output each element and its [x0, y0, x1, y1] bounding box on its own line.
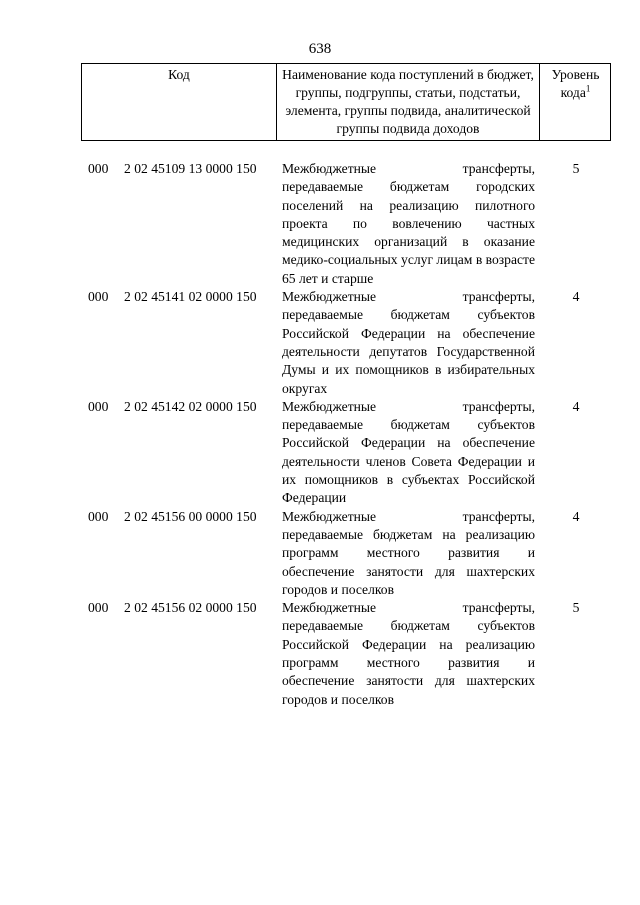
header-level-footnote: 1 [585, 83, 591, 94]
row-admin-code: 000 [88, 289, 109, 305]
row-admin-code: 000 [88, 398, 109, 414]
row-admin-code: 000 [88, 508, 109, 524]
header-level-label: Уровень кода [551, 67, 600, 100]
table-row [0, 398, 640, 508]
header-code [82, 64, 277, 140]
table-row [0, 599, 640, 709]
row-income-name: Межбюджетные трансферты, передаваемые бюджетам на реализацию программ местного развития и обеспечение занятости для шахтерских городов и поселков [282, 508, 535, 597]
header-level [540, 64, 611, 140]
table-row [0, 288, 640, 398]
row-income-name: Межбюджетные трансферты, передаваемые бюджетам субъектов Российской Федерации на реализацию программ местного развития и обеспечение занятости для шахтерских городов и поселков [282, 600, 535, 707]
row-level: 4 [572, 398, 580, 414]
header-code-label: Код [168, 67, 190, 82]
row-income-name: Межбюджетные трансферты, передаваемые бюджетам субъектов Российской Федерации на обеспечение деятельности членов Совета Федерации и их помощников в субъектах Российской Федерации [282, 398, 535, 506]
row-admin-code: 000 [88, 161, 109, 176]
row-level: 4 [572, 508, 580, 524]
row-income-code: 2 02 45141 02 0000 150 [124, 289, 257, 305]
row-income-code: 2 02 45156 00 0000 150 [124, 508, 257, 524]
table-row [0, 508, 640, 599]
row-level: 4 [572, 289, 580, 305]
row-income-code: 2 02 45142 02 0000 150 [124, 398, 257, 414]
table-row [0, 160, 640, 288]
header-name-label: Наименование кода поступлений в бюджет, группы, подгруппы, статьи, подстатьи, элемента, группы подвида, аналитической группы подвида доходов [282, 67, 534, 136]
row-income-name: Межбюджетные трансферты, передаваемые бюджетам субъектов Российской Федерации на обеспечение деятельности депутатов Государственной Думы и их помощников в избирательных округах [282, 289, 535, 396]
header-name [277, 64, 540, 140]
table-body [0, 160, 640, 709]
row-income-code: 2 02 45156 02 0000 150 [124, 600, 257, 616]
row-income-code: 2 02 45109 13 0000 150 [124, 161, 257, 176]
table-header [81, 63, 611, 141]
row-income-name: Межбюджетные трансферты, передаваемые бюджетам городских поселений на реализацию пилотного проекта по вовлечению частных медицинских организаций в оказание медико-социальных услуг лицам в возрасте 65 лет и старше [282, 161, 535, 286]
row-level: 5 [572, 161, 580, 176]
row-admin-code: 000 [88, 600, 109, 616]
page-number: 638 [308, 41, 332, 57]
row-level: 5 [572, 600, 580, 616]
